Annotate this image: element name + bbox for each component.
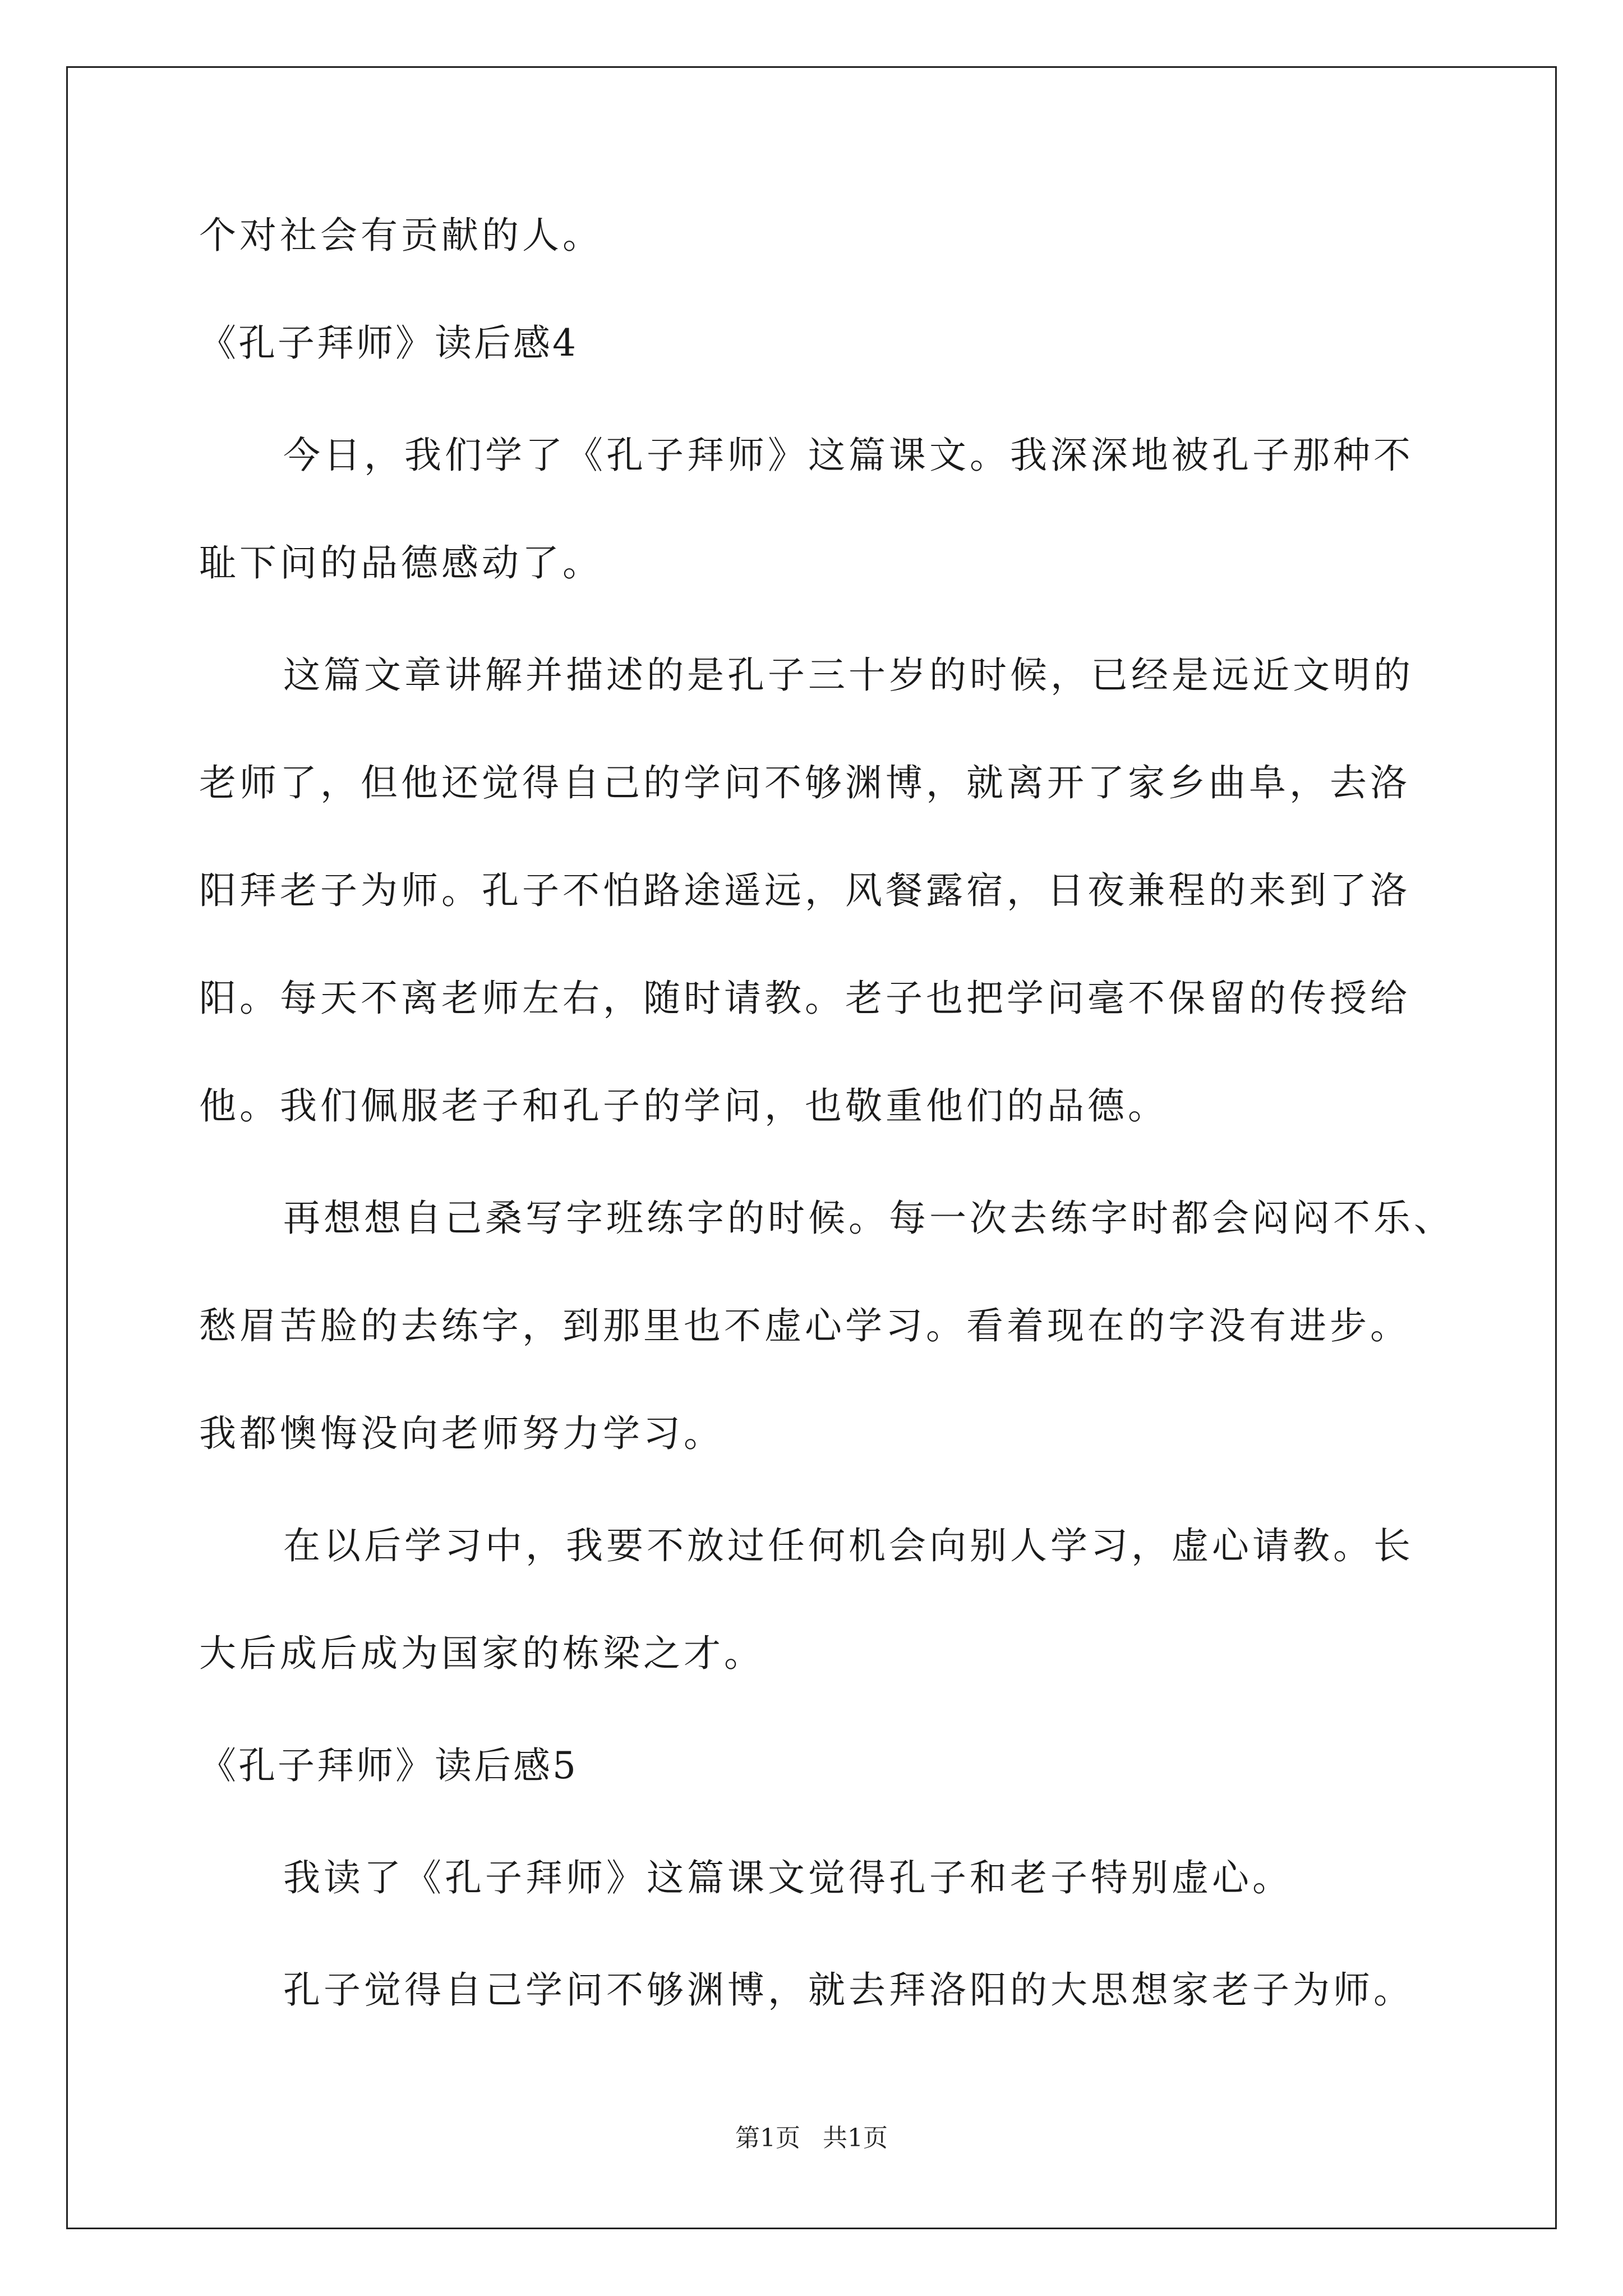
text-line: 耻下问的品德感动了。 — [199, 541, 603, 585]
text-line: 在以后学习中，我要不放过任何机会向别人学习，虚心请教。长 — [283, 1524, 1414, 1567]
paragraph — [199, 427, 1467, 591]
section-heading-4: 《孔子拜师》读后感4 — [199, 321, 578, 365]
paragraph — [199, 647, 1467, 1134]
text-line: 这篇文章讲解并描述的是孔子三十岁的时候，已经是远近文明的 — [283, 654, 1414, 697]
paragraph — [199, 1518, 1467, 1682]
section-heading-5: 《孔子拜师》读后感5 — [199, 1744, 578, 1787]
paragraph — [199, 1850, 1467, 1906]
paragraph — [199, 1962, 1467, 2018]
page-number: 第1页 — [735, 2124, 800, 2152]
text-line: 今日，我们学了《孔子拜师》这篇课文。我深深地被孔子那种不 — [283, 434, 1414, 477]
text-line: 老师了，但他还觉得自己的学问不够渊博，就离开了家乡曲阜，去洛 — [199, 761, 1410, 804]
text-line: 阳拜老子为师。孔子不怕路途遥远，风餐露宿，日夜兼程的来到了洛 — [199, 869, 1410, 912]
text-line: 我都懊悔没向老师努力学习。 — [199, 1412, 724, 1455]
text-line: 愁眉苦脸的去练字，到那里也不虚心学习。看着现在的字没有进步。 — [199, 1304, 1410, 1347]
text-line: 他。我们佩服老子和孔子的学问，也敬重他们的品德。 — [199, 1084, 1168, 1128]
text-line: 再想想自己桑写字班练字的时候。每一次去练字时都会闷闷不乐、 — [283, 1197, 1454, 1240]
text-line: 阳。每天不离老师左右，随时请教。老子也把学问毫不保留的传授给 — [199, 977, 1410, 1020]
text-line: 大后成后成为国家的栋梁之才。 — [199, 1632, 764, 1675]
text-line: 我读了《孔子拜师》这篇课文觉得孔子和老子特别虚心。 — [283, 1856, 1293, 1899]
page-count: 共1页 — [823, 2124, 888, 2152]
paragraph — [199, 1190, 1467, 1462]
text-line: 孔子觉得自己学问不够渊博，就去拜洛阳的大思想家老子为师。 — [283, 1968, 1414, 2012]
document-body — [199, 208, 1467, 2074]
text-line: 个对社会有贡献的人。 — [199, 214, 603, 257]
page-footer — [0, 2122, 1623, 2155]
